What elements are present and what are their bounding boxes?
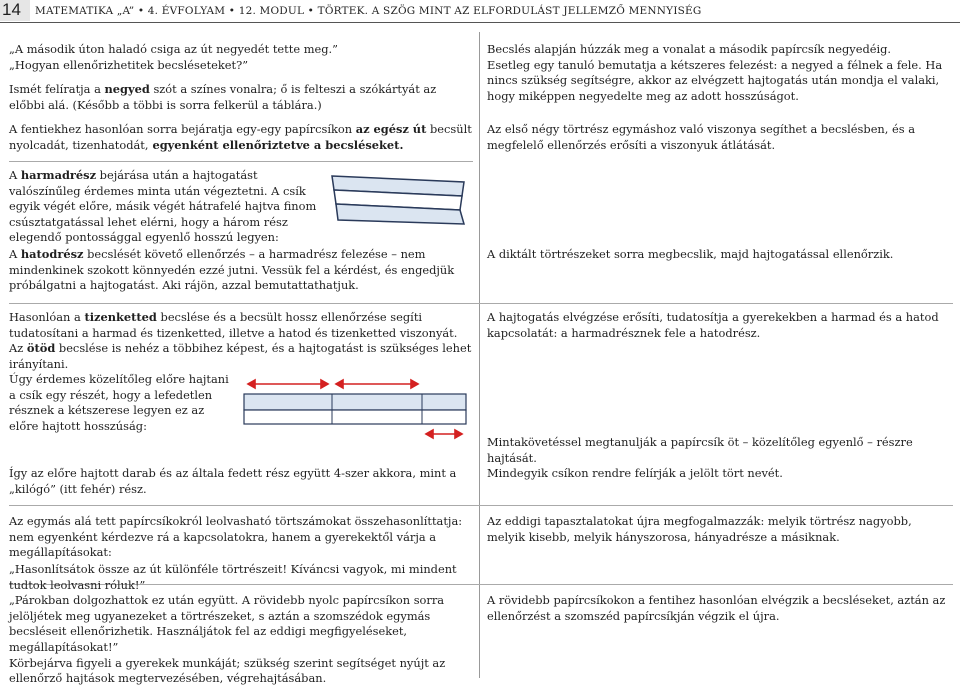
- left-block-10: [9, 514, 473, 561]
- left-block-1: [9, 42, 473, 73]
- text: Mintakövetéssel megtanulják a papírcsík öt – közelítőleg egyenlő – részre hajtását.: [487, 435, 913, 465]
- column-divider: [479, 32, 480, 678]
- row-separator: [9, 161, 473, 162]
- text: becslését követő ellenőrzés – a harmadrész felezése – nem mindenkinek szokott könnyedén ezzé jutni. Vessük fel a kérdést, és engedjük próbálgatni a hajtogatást. Aki rájön, azzal bemutattathatjuk.: [9, 247, 455, 293]
- emphasis: tizenketted: [84, 310, 157, 324]
- text: becslése is nehéz a többihez képest, és a hajtogatást is szükséges lehet irányítani.: [9, 341, 472, 371]
- left-block-9: [9, 466, 473, 497]
- right-block-3: [487, 247, 952, 263]
- text: Az első négy törtrész egymáshoz való viszonya segíthet a becslésben, és a megfelelő ellenőrzés erősíti a viszonyuk átlátását.: [487, 122, 916, 152]
- text: Körbejárva figyeli a gyerekek munkáját; szükség szerint segítséget nyújt az ellenőrző hajtások megtervezésében, végrehajtásában.: [9, 655, 446, 686]
- text: Esetleg egy tanuló bemutatja a kétszeres felezést: a negyed a félnek a fele. Ha nincs szükség segítségre, akkor az elvégzett hajtogatás után mondja el valaki, hogy miképpen negyedelte meg az adott hosszúságot.: [487, 57, 943, 103]
- row-separator: [9, 303, 953, 304]
- quote-line: „Hasonlítsátok össze az út különféle törtrészeit! Kíváncsi vagyok, mi mindent tudtok leolvasni róluk!”: [9, 562, 457, 592]
- text: A rövidebb papírcsíkokon a fentihez hasonlóan elvégzik a becsléseket, aztán az ellenőrzést a szomszéd papírcsíkján végzik el újra.: [487, 593, 946, 623]
- left-block-7: [9, 341, 473, 372]
- page-number: 14: [0, 0, 30, 21]
- text: Úgy érdemes közelítőleg előre hajtani a csík egy részét, hogy a lefedetlen résznek a kétszerese legyen ez az előre hajtott hosszúság:: [9, 372, 229, 433]
- text: Az egymás alá tett papírcsíkokról leolvasható törtszámokat összehasonlíttatja: nem egyenként kérdezve rá a kapcsolatokra, hanem a gyerekektől várja a megállapításokat:: [9, 514, 463, 560]
- text: Mindegyik csíkon rendre felírják a jelölt tört nevét.: [487, 466, 783, 481]
- text: Az eddigi tapasztalatokat újra megfogalmazzák: melyik törtrész nagyobb, melyik kisebb, melyik hányszorosa, hányadrésze a másiknak.: [487, 514, 912, 544]
- quote-line: „Párokban dolgozhattok ez után együtt. A rövidebb nyolc papírcsíkon sorra jelöljétek meg ugyanezeket a törtrészeket, s aztán a szomszédok egymás becsléseit ellenőrizhetik. Használjátok fel az eddigi megfigyeléseket, megállapításokat!”: [9, 593, 445, 654]
- quote-line: „A második úton haladó csiga az út negyedét tette meg.”: [9, 42, 338, 56]
- left-block-3: [9, 122, 473, 153]
- text: Ismét felíratja a: [9, 82, 105, 96]
- right-block-5: [487, 435, 952, 482]
- text: A diktált törtrészeket sorra megbecslik, majd hajtogatással ellenőrzik.: [487, 247, 894, 261]
- text: becsült nyolcadát, tizenhatodát,: [9, 122, 472, 152]
- right-block-7: [487, 593, 952, 624]
- text: szót a színes vonalra; ő is felteszi a szókártyát az előbbi alá. (Később a többi is sorra felkerül a táblára.): [9, 82, 437, 112]
- text: becslése és a becsült hossz ellenőrzése segíti tudatosítani a harmad és tizenketted, illetve a hatod és tizenketted viszonyát.: [9, 310, 458, 340]
- row-separator: [9, 505, 953, 506]
- emphasis: harmadrész: [20, 168, 97, 182]
- left-block-5: [9, 247, 473, 294]
- left-block-6: [9, 310, 473, 341]
- running-title: MATEMATIKA „A” • 4. ÉVFOLYAM • 12. MODUL • TÖRTEK. A SZÖG MINT AZ ELFORDULÁST JELLEMZŐ MENNYISÉG: [35, 5, 702, 17]
- emphasis: az egész út: [355, 122, 427, 136]
- left-block-11: [9, 562, 473, 687]
- right-block-1: [487, 42, 952, 104]
- right-block-6: [487, 514, 952, 545]
- emphasis: egyenként ellenőriztetve a becsléseket.: [148, 137, 404, 152]
- right-block-4: [487, 310, 952, 341]
- right-block-2: [487, 122, 952, 153]
- text: A hajtogatás elvégzése erősíti, tudatosítja a gyerekekben a harmad és a hatod kapcsolatát: a harmadrésznek fele a hatodrész.: [487, 310, 939, 340]
- text: Az: [9, 341, 27, 355]
- text: bejárása után a hajtogatást valószínűleg érdemes minta után végeztetni. A csík egyik végét előre, másik végét hátrafelé hajtva finom csúsztatgatással lehet elérni, hogy a három rész elegendő pontossággal egyenlő hosszú legyen:: [9, 168, 317, 245]
- fifth-fold-illustration: [240, 374, 476, 444]
- emphasis: hatodrész: [20, 247, 84, 261]
- text: A: [9, 247, 21, 261]
- quote-line: „Hogyan ellenőrizhetitek becsléseteket?”: [9, 57, 249, 72]
- folded-strip-illustration: [328, 172, 478, 232]
- text: A fentiekhez hasonlóan sorra bejáratja egy-egy papírcsíkon: [9, 122, 356, 136]
- text: Becslés alapján húzzák meg a vonalat a második papírcsík negyedéig.: [487, 42, 892, 56]
- emphasis: negyed: [104, 82, 150, 96]
- emphasis: ötöd: [26, 341, 56, 355]
- page-header: [0, 0, 960, 22]
- left-block-8: [9, 372, 235, 434]
- text: Hasonlóan a: [9, 310, 85, 324]
- text: A: [9, 168, 21, 182]
- left-block-2: [9, 82, 473, 113]
- left-block-4: [9, 168, 325, 246]
- header-rule: [0, 22, 960, 23]
- text: Így az előre hajtott darab és az általa fedett rész együtt 4-szer akkora, mint a „kilógó” (itt fehér) rész.: [9, 466, 457, 496]
